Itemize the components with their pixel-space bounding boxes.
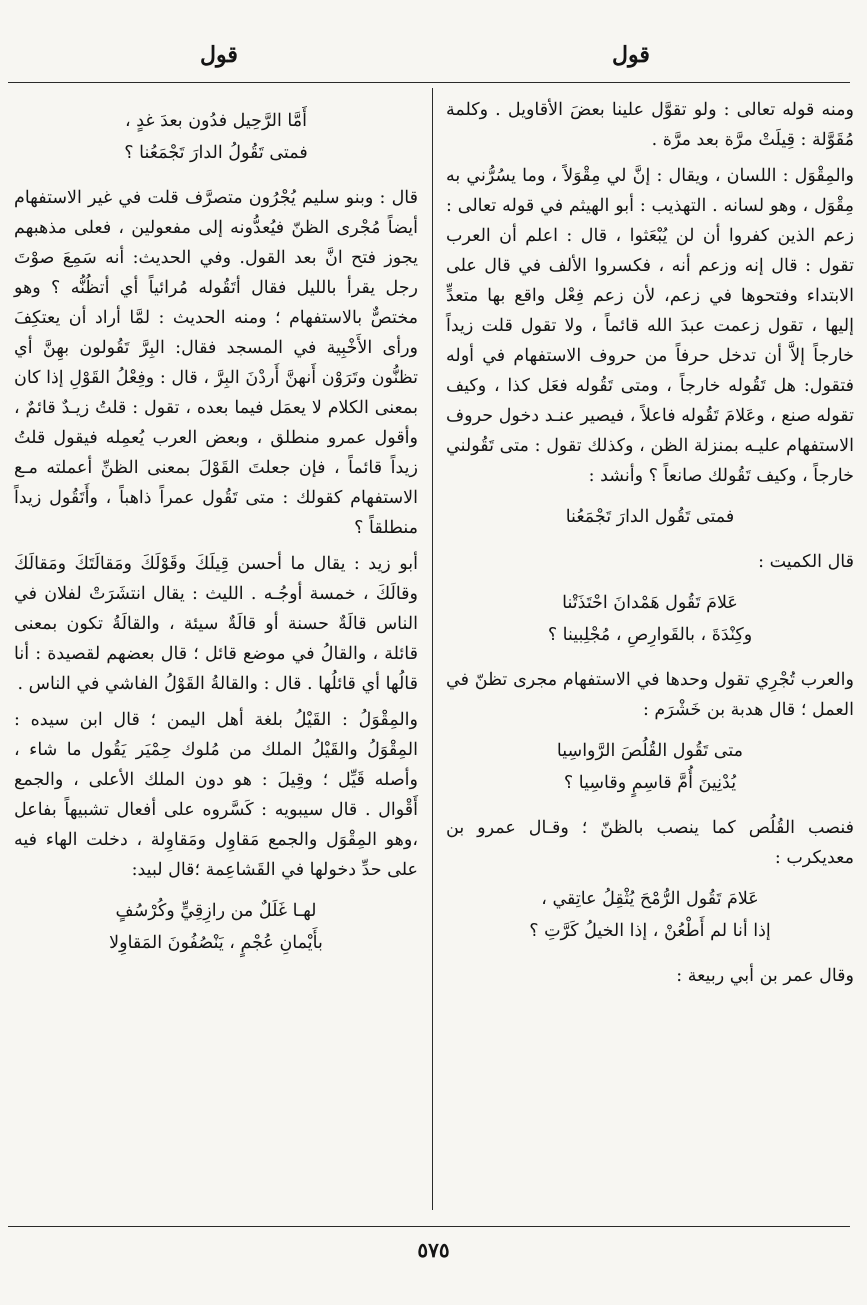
verse-line: متى تَقُول القُلُصَ الرَّواسِيا [556, 741, 744, 761]
verse-line: وكِنْدَةَ ، بالقَوارِصِ ، مُجْلِبينا ؟ [547, 625, 753, 645]
verse [446, 501, 854, 533]
paragraph: وقال عمر بن أبي ربيعة : [676, 966, 854, 986]
paragraph: ومنه قوله تعالى : ولو تقوَّل علينا بعضَ الأقاويل . وكلمة مُقَوَّلة : قِيلَتْ مرَّة بعد مرَّة . [446, 100, 854, 150]
page-number: ٥٧٥ [417, 1238, 450, 1262]
paragraph: أبو زيد : يقال ما أحسن قِيلَكَ وقَوْلَكَ ومَقالَتَكَ ومَقالَكَ وقالَكَ ، خمسة أوجُـه . الليث : يقال انتشَرَتْ لفلان في الناس قالَةٌ حسنة أو قالَةٌ سيئة ، والقالَةُ تكون بمعنى قائلة ، والقالُ في موضع قائل ؛ قال بعضهم لقصيدة : أنا قالُها أي قائلُها . قال : والقالةُ القَوْلُ الفاشي في الناس . [14, 554, 418, 694]
verse-line: لهـا غَلَلٌ من رازِقِيٍّ وكُرْسُفٍ [115, 901, 317, 921]
verse-line: إذا أنا لم أَطْعُنْ ، إذا الخيلُ كَرَّتِ ؟ [529, 921, 771, 941]
paragraph: فنصب القُلُص كما ينصب بالظنّ ؛ وقـال عمرو بن معديكرب : [446, 818, 854, 868]
paragraph: والمِقْوَل : اللسان ، ويقال : إنَّ لي مِقْوَلاً ، وما يسُرُّني به مِقْوَل ، وهو لسانه . التهذيب : أبو الهيثم في قوله تعالى : زعم الذين كفروا أن لن يُبْعَثوا ، قال : اعلم أن العرب تقول : قال إنه وزعم أنه ، فكسروا الألف في قال على الابتداء وفتحوها في زعم، لأن زعم فِعْل واقع بها متعدٍّ إليها ، تقول زعمت عبدَ الله قائماً ، ولا تقول قلت زيداً خارجاً إلاَّ أن تدخل حرفاً من حروف الاستفهام في أوله فتقول: هل تَقُوله خارجاً ، ومتى تَقُوله فعَل كذا ، وكيف تقوله صنع ، وعَلامَ تَقُوله فاعلاً ، فيصير عنـد دخول حروف الاستفهام عليـه بمنزلة الظن ، وكذلك تقول : متى تَقُولني خارجاً ، وكيف تَقُولك صانعاً ؟ وأنشد : [446, 166, 854, 486]
verse [446, 735, 854, 799]
paragraph: قال الكميت : [758, 552, 854, 572]
verse-line: عَلامَ تَقُول هَمْدانَ احْتَذَتْنا [562, 593, 738, 613]
verse-line: بأَيْمانِ عُجْمٍ ، يَنْصُفُونَ المَقاوِلا [109, 933, 323, 953]
verse-line: فمتى تَقُولُ الدارَ تَجْمَعُنا ؟ [124, 143, 308, 163]
paragraph: والمِقْوَلُ : القَيْلُ بلغة أهل اليمن ؛ قال ابن سيده : المِقْوَلُ والقَيْلُ الملك من مُلوك حِمْيَر يَقُول ما شاء ، وأصله قَيِّل ؛ وقِيلَ : هو دون الملك الأعلى ، والجمع أَقْوال . قال سيبويه : كَسَّروه على أفعال تشبيهاً بفاعل ،وهو المِقْوَل والجمع مَقاوِل ومَقاوِلة ، دخلت الهاء فيه على حدِّ دخولها في القَشاعِمة ؛قال لبيد: [14, 710, 418, 880]
verse [446, 883, 854, 947]
right-column [446, 95, 854, 997]
verse-line: عَلامَ تَقُول الرُّمْحَ يُثْقِلُ عاتِقي ، [541, 889, 759, 909]
page-header-left: قول [200, 42, 238, 68]
page-header-right: قول [612, 42, 650, 68]
verse [446, 587, 854, 651]
verse-line: فمتى تَقُول الدارَ تَجْمَعُنا [565, 507, 735, 527]
verse-line: أَمَّا الرَّحِيل فدُون بعدَ غدٍ ، [125, 111, 307, 131]
left-column [14, 95, 418, 973]
column-divider [432, 88, 433, 1210]
verse [14, 895, 418, 959]
paragraph: والعرب تُجْرِي تقول وحدها في الاستفهام مجرى تظنّ في العمل ؛ قال هدبة بن خَشْرَم : [446, 670, 854, 720]
verse-line: يُدْنِينَ أُمَّ قاسِمٍ وقاسِيا ؟ [563, 773, 737, 793]
paragraph: قال : وبنو سليم يُجْرُون متصرَّف قلت في غير الاستفهام أيضاً مُجْرى الظنّ فيُعدُّونه إلى مفعولين ، فعلى مذهبهم يجوز فتح انَّ بعد القول. وفي الحديث: أنه سَمِعَ صوْتَ رجل يقرأ بالليل فقال أتَقُوله مُرائياً أي أتظُنُّه ؟ وهو مختصٌّ بالاستفهام ؛ ومنه الحديث : لمَّا أراد أن يعتكِفَ ورأى الأَخْبِية في المسجد فقال: البِرَّ تَقُولون بهِنَّ أي تظنُّون وتَرَوْن أَنهنَّ أَردْنَ البِرَّ ، قال : وفِعْلُ القَوْلِ إذا كان بمعنى الكلام لا يعمَل فيما بعده ، تقول : قلتُ زيـدٌ قائمٌ ، وأقول عمرو منطلق ، وبعض العرب يُعمِله فيقول قلتُ زيداً قائماً ، فإن جعلتَ القَوْلَ بمعنى الظنِّ أعملته مـع الاستفهام كقولك : متى تَقُول عمراً ذاهباً ، وأَتَقُول زيداً منطلقاً ؟ [14, 188, 418, 538]
header-rule [8, 82, 850, 83]
footer-rule [8, 1226, 850, 1227]
verse [14, 105, 418, 169]
